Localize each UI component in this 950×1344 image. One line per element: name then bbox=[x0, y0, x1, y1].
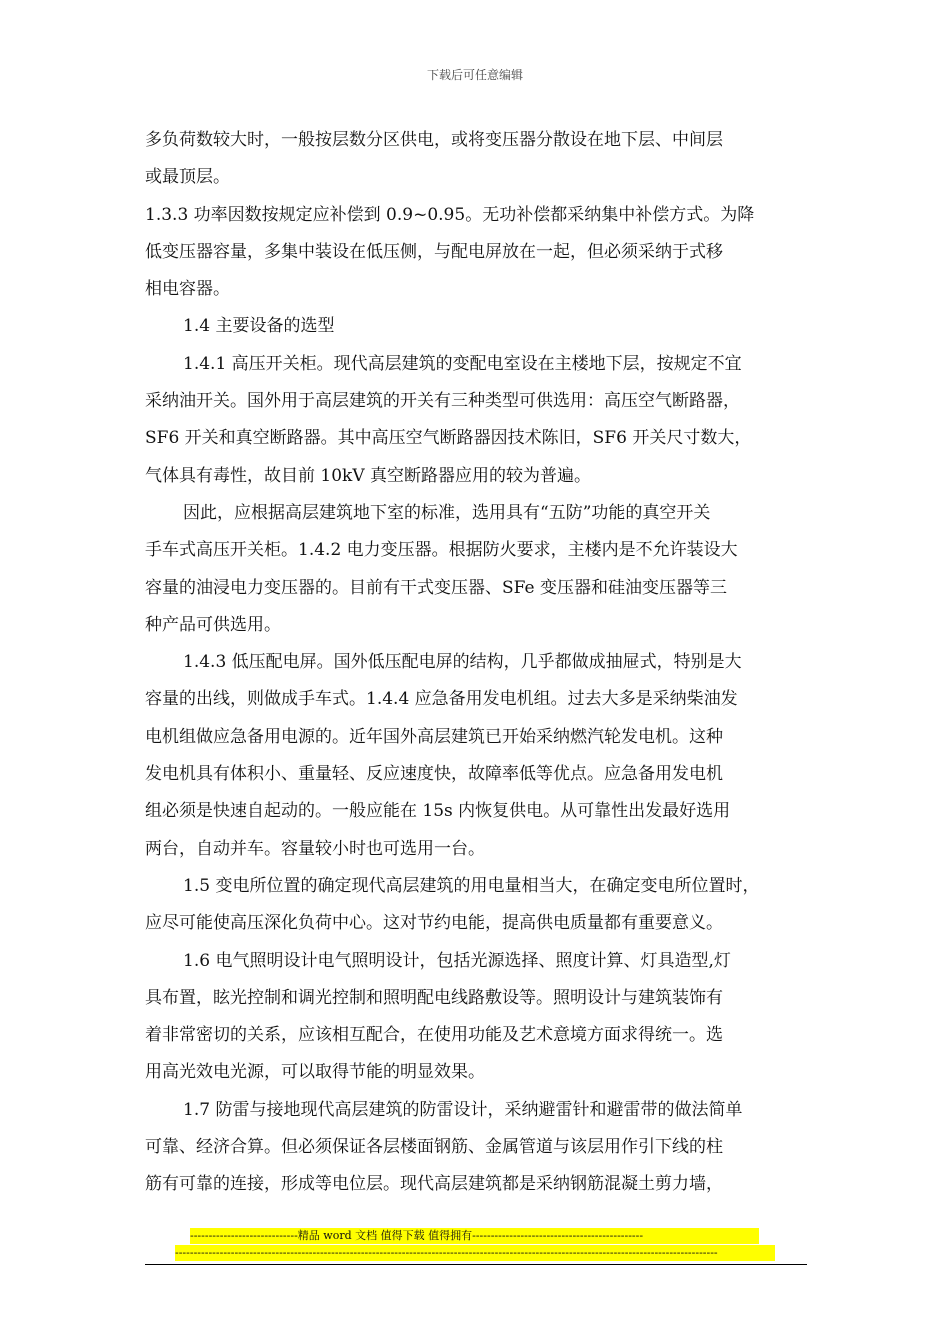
text-line: 两台，自动并车。容量较小时也可选用一台。 bbox=[145, 838, 485, 859]
text-line: 可靠、经济合算。但必须保证各层楼面钢筋、金属管道与该层用作引下线的柱 bbox=[145, 1137, 723, 1158]
text-line: 低变压器容量，多集中装设在低压侧，与配电屏放在一起，但必须采纳于式移 bbox=[145, 241, 723, 262]
text-line: 1.6 电气照明设计电气照明设计，包括光源选择、照度计算、灯具造型,灯 bbox=[183, 950, 731, 971]
text-line: 种产品可供选用。 bbox=[145, 614, 281, 635]
footer-dash-line: -------------------------------------------------------------------------------------------------------------------------------------------------- bbox=[175, 1245, 775, 1261]
text-line: 发电机具有体积小、重量轻、反应速度快，故障率低等优点。应急备用发电机 bbox=[145, 764, 723, 785]
text-line: SF6 开关和真空断路器。其中高压空气断路器因技术陈旧，SF6 开关尺寸数大， bbox=[145, 428, 752, 449]
footer-divider bbox=[145, 1264, 807, 1265]
text-line: 电机组做应急备用电源的。近年国外高层建筑已开始采纳燃汽轮发电机。这种 bbox=[145, 726, 723, 747]
text-line: 1.7 防雷与接地现代高层建筑的防雷设计，采纳避雷针和避雷带的做法简单 bbox=[183, 1099, 743, 1120]
text-line: 因此，应根据高层建筑地下室的标准，选用具有“五防”功能的真空开关 bbox=[183, 502, 711, 523]
text-line: 1.4.3 低压配电屏。国外低压配电屏的结构，几乎都做成抽屉式，特别是大 bbox=[183, 652, 742, 673]
text-line: 1.5 变电所位置的确定现代高层建筑的用电量相当大，在确定变电所位置时， bbox=[183, 875, 760, 896]
text-line: 气体具有毒性，故目前 10kV 真空断路器应用的较为普遍。 bbox=[145, 465, 592, 486]
text-line: 采纳油开关。国外用于高层建筑的开关有三种类型可供选用：高压空气断路器， bbox=[145, 391, 740, 412]
page-header: 下载后可任意编辑 bbox=[426, 68, 523, 82]
text-line: 组必须是快速自起动的。一般应能在 15s 内恢复供电。从可靠性出发最好选用 bbox=[145, 801, 731, 822]
text-line: 或最顶层。 bbox=[145, 167, 230, 188]
document-body bbox=[145, 122, 807, 1204]
text-line: 用高光效电光源，可以取得节能的明显效果。 bbox=[145, 1062, 485, 1083]
text-line: 多负荷数较大时，一般按层数分区供电，或将变压器分散设在地下层、中间层 bbox=[145, 130, 723, 150]
text-line: 应尽可能使高压深化负荷中心。这对节约电能，提高供电质量都有重要意义。 bbox=[145, 913, 723, 934]
text-line: 容量的出线，则做成手车式。1.4.4 应急备用发电机组。过去大多是采纳柴油发 bbox=[145, 689, 738, 710]
text-line: 筋有可靠的连接，形成等电位层。现代高层建筑都是采纳钢筋混凝土剪力墙， bbox=[145, 1174, 723, 1195]
text-line: 手车式高压开关柜。1.4.2 电力变压器。根据防火要求，主楼内是不允许装设大 bbox=[145, 540, 738, 561]
text-line: 1.4.1 高压开关柜。现代高层建筑的变配电室设在主楼地下层，按规定不宜 bbox=[183, 353, 742, 374]
text-line: 容量的油浸电力变压器的。目前有干式变压器、SFe 变压器和硅油变压器等三 bbox=[145, 577, 727, 598]
text-line: 1.3.3 功率因数按规定应补偿到 0.9~0.95。无功补偿都采纳集中补偿方式。为降 bbox=[145, 204, 755, 225]
footer-banner: -----------------------------精品 word 文档 值得下载 值得拥有---------------------------------------------- bbox=[190, 1228, 759, 1244]
text-line: 相电容器。 bbox=[145, 279, 230, 300]
section-heading: 1.4 主要设备的选型 bbox=[183, 316, 335, 337]
text-line: 具布置，眩光控制和调光控制和照明配电线路敷设等。照明设计与建筑装饰有 bbox=[145, 987, 723, 1008]
text-line: 着非常密切的关系，应该相互配合，在使用功能及艺术意境方面求得统一。选 bbox=[145, 1025, 723, 1046]
